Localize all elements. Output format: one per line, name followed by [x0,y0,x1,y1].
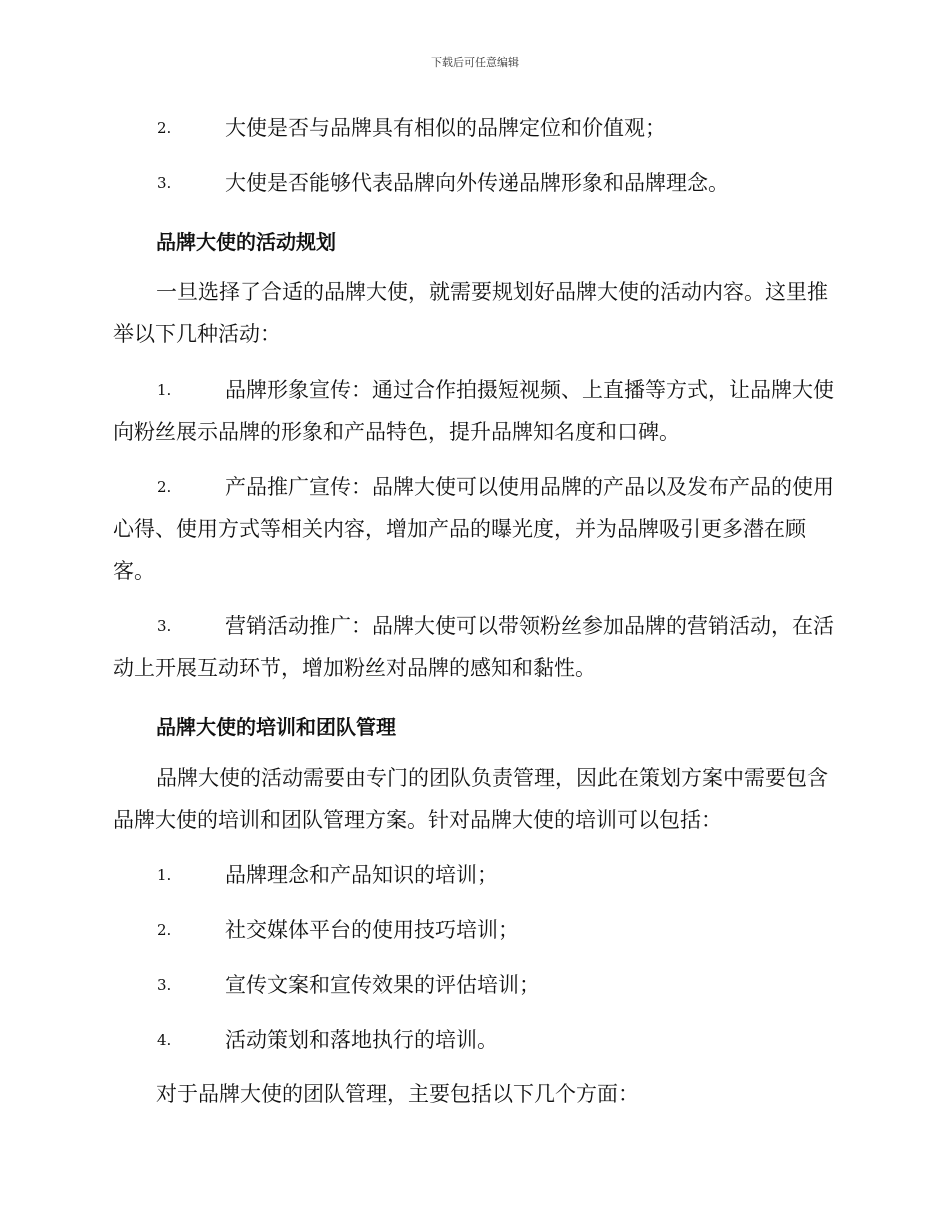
list-number: 1. [157,866,172,884]
list-number: 3. [157,976,172,994]
page-header: 下载后可任意编辑 [431,56,519,69]
list-number: 2. [157,921,172,939]
list-item [113,909,835,951]
list-item [113,466,835,592]
list-item [113,107,835,149]
list-number: 4. [157,1031,172,1049]
list-item [113,964,835,1006]
list-item [113,162,835,204]
list-text: 营销活动推广：品牌大使可以带领粉丝参加品牌的营销活动，在活动上开展互动环节，增加粉丝对品牌的感知和黏性。 [113,614,834,680]
section-heading: 品牌大使的活动规划 [156,230,336,254]
list-text: 产品推广宣传：品牌大使可以使用品牌的产品以及发布产品的使用心得、使用方式等相关内容，增加产品的曝光度，并为品牌吸引更多潜在顾客。 [113,475,834,583]
list-text: 品牌理念和产品知识的培训； [225,863,498,887]
list-text: 品牌形象宣传：通过合作拍摄短视频、上直播等方式，让品牌大使向粉丝展示品牌的形象和产品特色，提升品牌知名度和口碑。 [113,378,834,444]
paragraph: 对于品牌大使的团队管理，主要包括以下几个方面： [156,1082,639,1106]
list-text: 宣传文案和宣传效果的评估培训； [225,973,540,997]
list-text: 大使是否与品牌具有相似的品牌定位和价值观； [225,116,666,140]
list-text: 活动策划和落地执行的培训。 [225,1028,498,1052]
list-text: 社交媒体平台的使用技巧培训； [225,918,519,942]
section-heading: 品牌大使的培训和团队管理 [156,715,396,739]
list-text: 大使是否能够代表品牌向外传递品牌形象和品牌理念。 [225,171,729,195]
list-number: 3. [157,174,172,192]
paragraph: 一旦选择了合适的品牌大使，就需要规划好品牌大使的活动内容。这里推举以下几种活动： [113,280,828,346]
paragraph: 品牌大使的活动需要由专门的团队负责管理，因此在策划方案中需要包含品牌大使的培训和团队管理方案。针对品牌大使的培训可以包括： [113,766,828,832]
list-item [113,1019,835,1061]
list-number: 3. [157,617,172,635]
list-number: 2. [157,478,172,496]
list-item [113,605,835,689]
list-number: 1. [157,381,172,399]
list-number: 2. [157,119,172,137]
list-item [113,854,835,896]
list-item [113,369,835,453]
